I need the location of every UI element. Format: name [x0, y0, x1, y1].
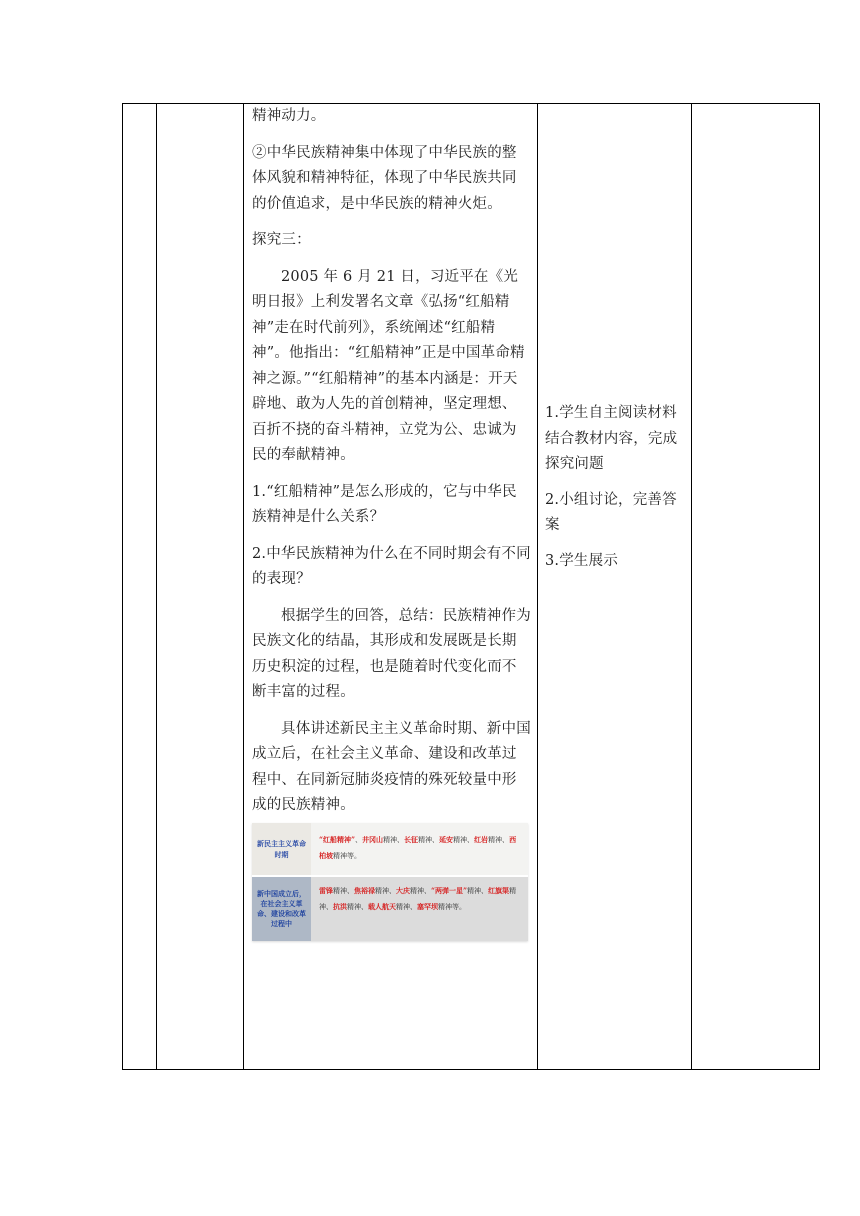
material-paragraph: 2005 年 6 月 21 日，习近平在《光明日报》上利发署名文章《弘扬“红船精神”走在时代前列》，系统阐述“红船精神”。他指出：“红船精神”正是中国革命精神之源。”“红船精神”的基本内涵是：开天辟地、敢为人先的首创精神，坚定理想、百折不挠的奋斗精神，立党为公、忠诚为民的奉献精神。 [252, 268, 525, 463]
spirit-list: 雷锋精神、焦裕禄精神、大庆精神、“两弹一星”精神、红旗渠精神、抗洪精神、载人航天精神、塞罕坝精神等。 [319, 886, 517, 911]
spirit-row [252, 877, 528, 941]
period-label: 新中国成立后，在社会主义革命、建设和改革过程中 [252, 877, 311, 941]
question-1: 1.“红船精神”是怎么形成的，它与中华民族精神是什么关系？ [252, 483, 517, 525]
column-divider [156, 103, 157, 1070]
summary-paragraph: 根据学生的回答，总结：民族精神作为民族文化的结晶，其形成和发展既是长期历史积淀的过程，也是随着时代变化而不断丰富的过程。 [252, 607, 531, 700]
activity-item: 3.学生展示 [545, 552, 619, 569]
national-spirit-table-image [252, 823, 528, 941]
activity-item: 2.小组讨论，完善答案 [545, 491, 677, 533]
section-heading: 探究三： [252, 232, 311, 248]
explanation-paragraph: 具体讲述新民主主义革命时期、新中国成立后，在社会主义革命、建设和改革过程中、在同新冠肺炎疫情的殊死较量中形成的民族精神。 [252, 720, 531, 813]
student-activity-cell [538, 103, 691, 574]
text-paragraph: 精神动力。 [252, 108, 326, 124]
question-2: 2.中华民族精神为什么在不同时期会有不同的表现？ [252, 545, 531, 587]
activity-item: 1.学生自主阅读材料结合教材内容，完成探究问题 [545, 405, 678, 472]
text-paragraph: ②中华民族精神集中体现了中华民族的整体风貌和精神特征，体现了中华民族共同的价值追求，是中华民族的精神火炬。 [252, 144, 517, 212]
teaching-content-cell [244, 103, 537, 819]
column-divider [691, 103, 692, 1070]
spirit-row [252, 823, 528, 875]
spirit-list: “红船精神”、井冈山精神、长征精神、延安精神、红岩精神、西柏坡精神等。 [319, 835, 517, 860]
period-label: 新民主主义革命时期 [252, 823, 311, 875]
